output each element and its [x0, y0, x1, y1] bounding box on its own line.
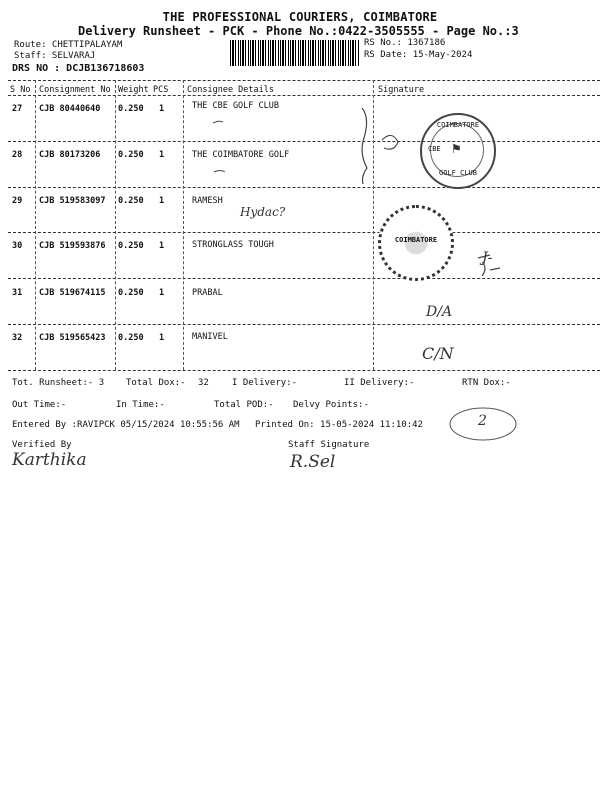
col-header-sno: S No [10, 85, 31, 95]
row-consignment: CJB 80173206 [39, 150, 101, 160]
ii-delivery: II Delivery:- [344, 378, 415, 388]
row-consignee: STRONGLASS TOUGH [192, 240, 274, 250]
row-pcs: 1 [159, 288, 165, 298]
row-consignment: CJB 519593876 [39, 241, 106, 251]
row-sno: 28 [12, 150, 23, 160]
row-pcs: 1 [159, 241, 165, 251]
col-header-pcs: PCS [153, 85, 169, 95]
flag-icon: ⚑ [452, 141, 461, 157]
rs-date: RS Date: 15-May-2024 [364, 50, 473, 60]
row-consignment: CJB 519583097 [39, 196, 106, 206]
i-delivery: I Delivery:- [232, 378, 298, 388]
tick-mark [214, 171, 225, 173]
row-weight: 0.250 [118, 150, 144, 160]
drs-number: DRS NO : DCJB136718603 [12, 63, 145, 74]
row-weight: 0.250 [118, 333, 144, 343]
handwritten-note: 2 [478, 413, 487, 429]
staff-signature-label: Staff Signature [288, 440, 370, 450]
row-weight: 0.250 [118, 196, 144, 206]
handwritten-note: C/N [422, 344, 454, 363]
row-pcs: 1 [159, 104, 165, 114]
rtn-dox: RTN Dox:- [462, 378, 511, 388]
row-weight: 0.250 [118, 104, 144, 114]
verified-by-label: Verified By [12, 440, 72, 450]
printed-on: Printed On: 15-05-2024 11:10:42 [255, 420, 423, 430]
row-sno: 27 [12, 104, 23, 114]
row-consignee: PRABAL [192, 288, 223, 298]
company-title: THE PROFESSIONAL COURIERS, COIMBATORE [162, 10, 438, 24]
row-consignee: THE COIMBATORE GOLF [192, 150, 290, 160]
row-sno: 29 [12, 196, 23, 206]
row-consignment: CJB 519565423 [39, 333, 106, 343]
out-time: Out Time:- [12, 400, 67, 410]
row-sno: 32 [12, 333, 23, 343]
row-consignment: CJB 80440640 [39, 104, 101, 114]
runsheet-title: Delivery Runsheet - PCK - Phone No.:0422-3505555 - Page No.:3 [78, 24, 519, 38]
row-pcs: 1 [159, 333, 165, 343]
staff-signature: R.Sel [290, 452, 336, 472]
row-pcs: 1 [159, 196, 165, 206]
handwritten-note: D/A [426, 304, 453, 320]
tot-runsheet: Tot. Runsheet:- 3 [12, 378, 105, 388]
total-dox-label: Total Dox:- [126, 378, 186, 388]
in-time: In Time:- [116, 400, 165, 410]
brace-mark [362, 108, 367, 184]
golf-club-stamp: COIMBATORE GOLF CLUB CBE ⚑ [420, 113, 496, 189]
entered-by: Entered By :RAVIPCK 05/15/2024 10:55:56 AM [12, 420, 240, 430]
row-consignee: MANIVEL [192, 332, 228, 342]
row-consignee: THE CBE GOLF CLUB [192, 101, 279, 111]
col-header-consignee: Consignee Details [187, 85, 274, 95]
route-label: Route: CHETTIPALAYAM [14, 40, 123, 50]
row-consignee: RAMESH [192, 196, 223, 206]
signature-scribble [382, 135, 398, 149]
verified-signature: Karthika [12, 450, 87, 470]
total-pod: Total POD:- [214, 400, 274, 410]
company-stamp: COIMBATORE [378, 205, 454, 281]
row-weight: 0.250 [118, 288, 144, 298]
row-weight: 0.250 [118, 241, 144, 251]
row-sno: 31 [12, 288, 23, 298]
rs-number: RS No.: 1367186 [364, 38, 446, 48]
col-header-consignment: Consignment No [39, 85, 111, 95]
row-pcs: 1 [159, 150, 165, 160]
handwritten-note: Hydac? [240, 205, 286, 219]
total-dox-value: 32 [198, 378, 209, 388]
tick-mark [213, 121, 223, 123]
col-header-signature: Signature [378, 85, 425, 95]
row-sno: 30 [12, 241, 23, 251]
col-header-weight: Weight [118, 85, 149, 95]
handwritten-note: J- [482, 250, 493, 266]
delvy-points: Delvy Points:- [293, 400, 369, 410]
staff-label: Staff: SELVARAJ [14, 51, 96, 61]
row-consignment: CJB 519674115 [39, 288, 106, 298]
